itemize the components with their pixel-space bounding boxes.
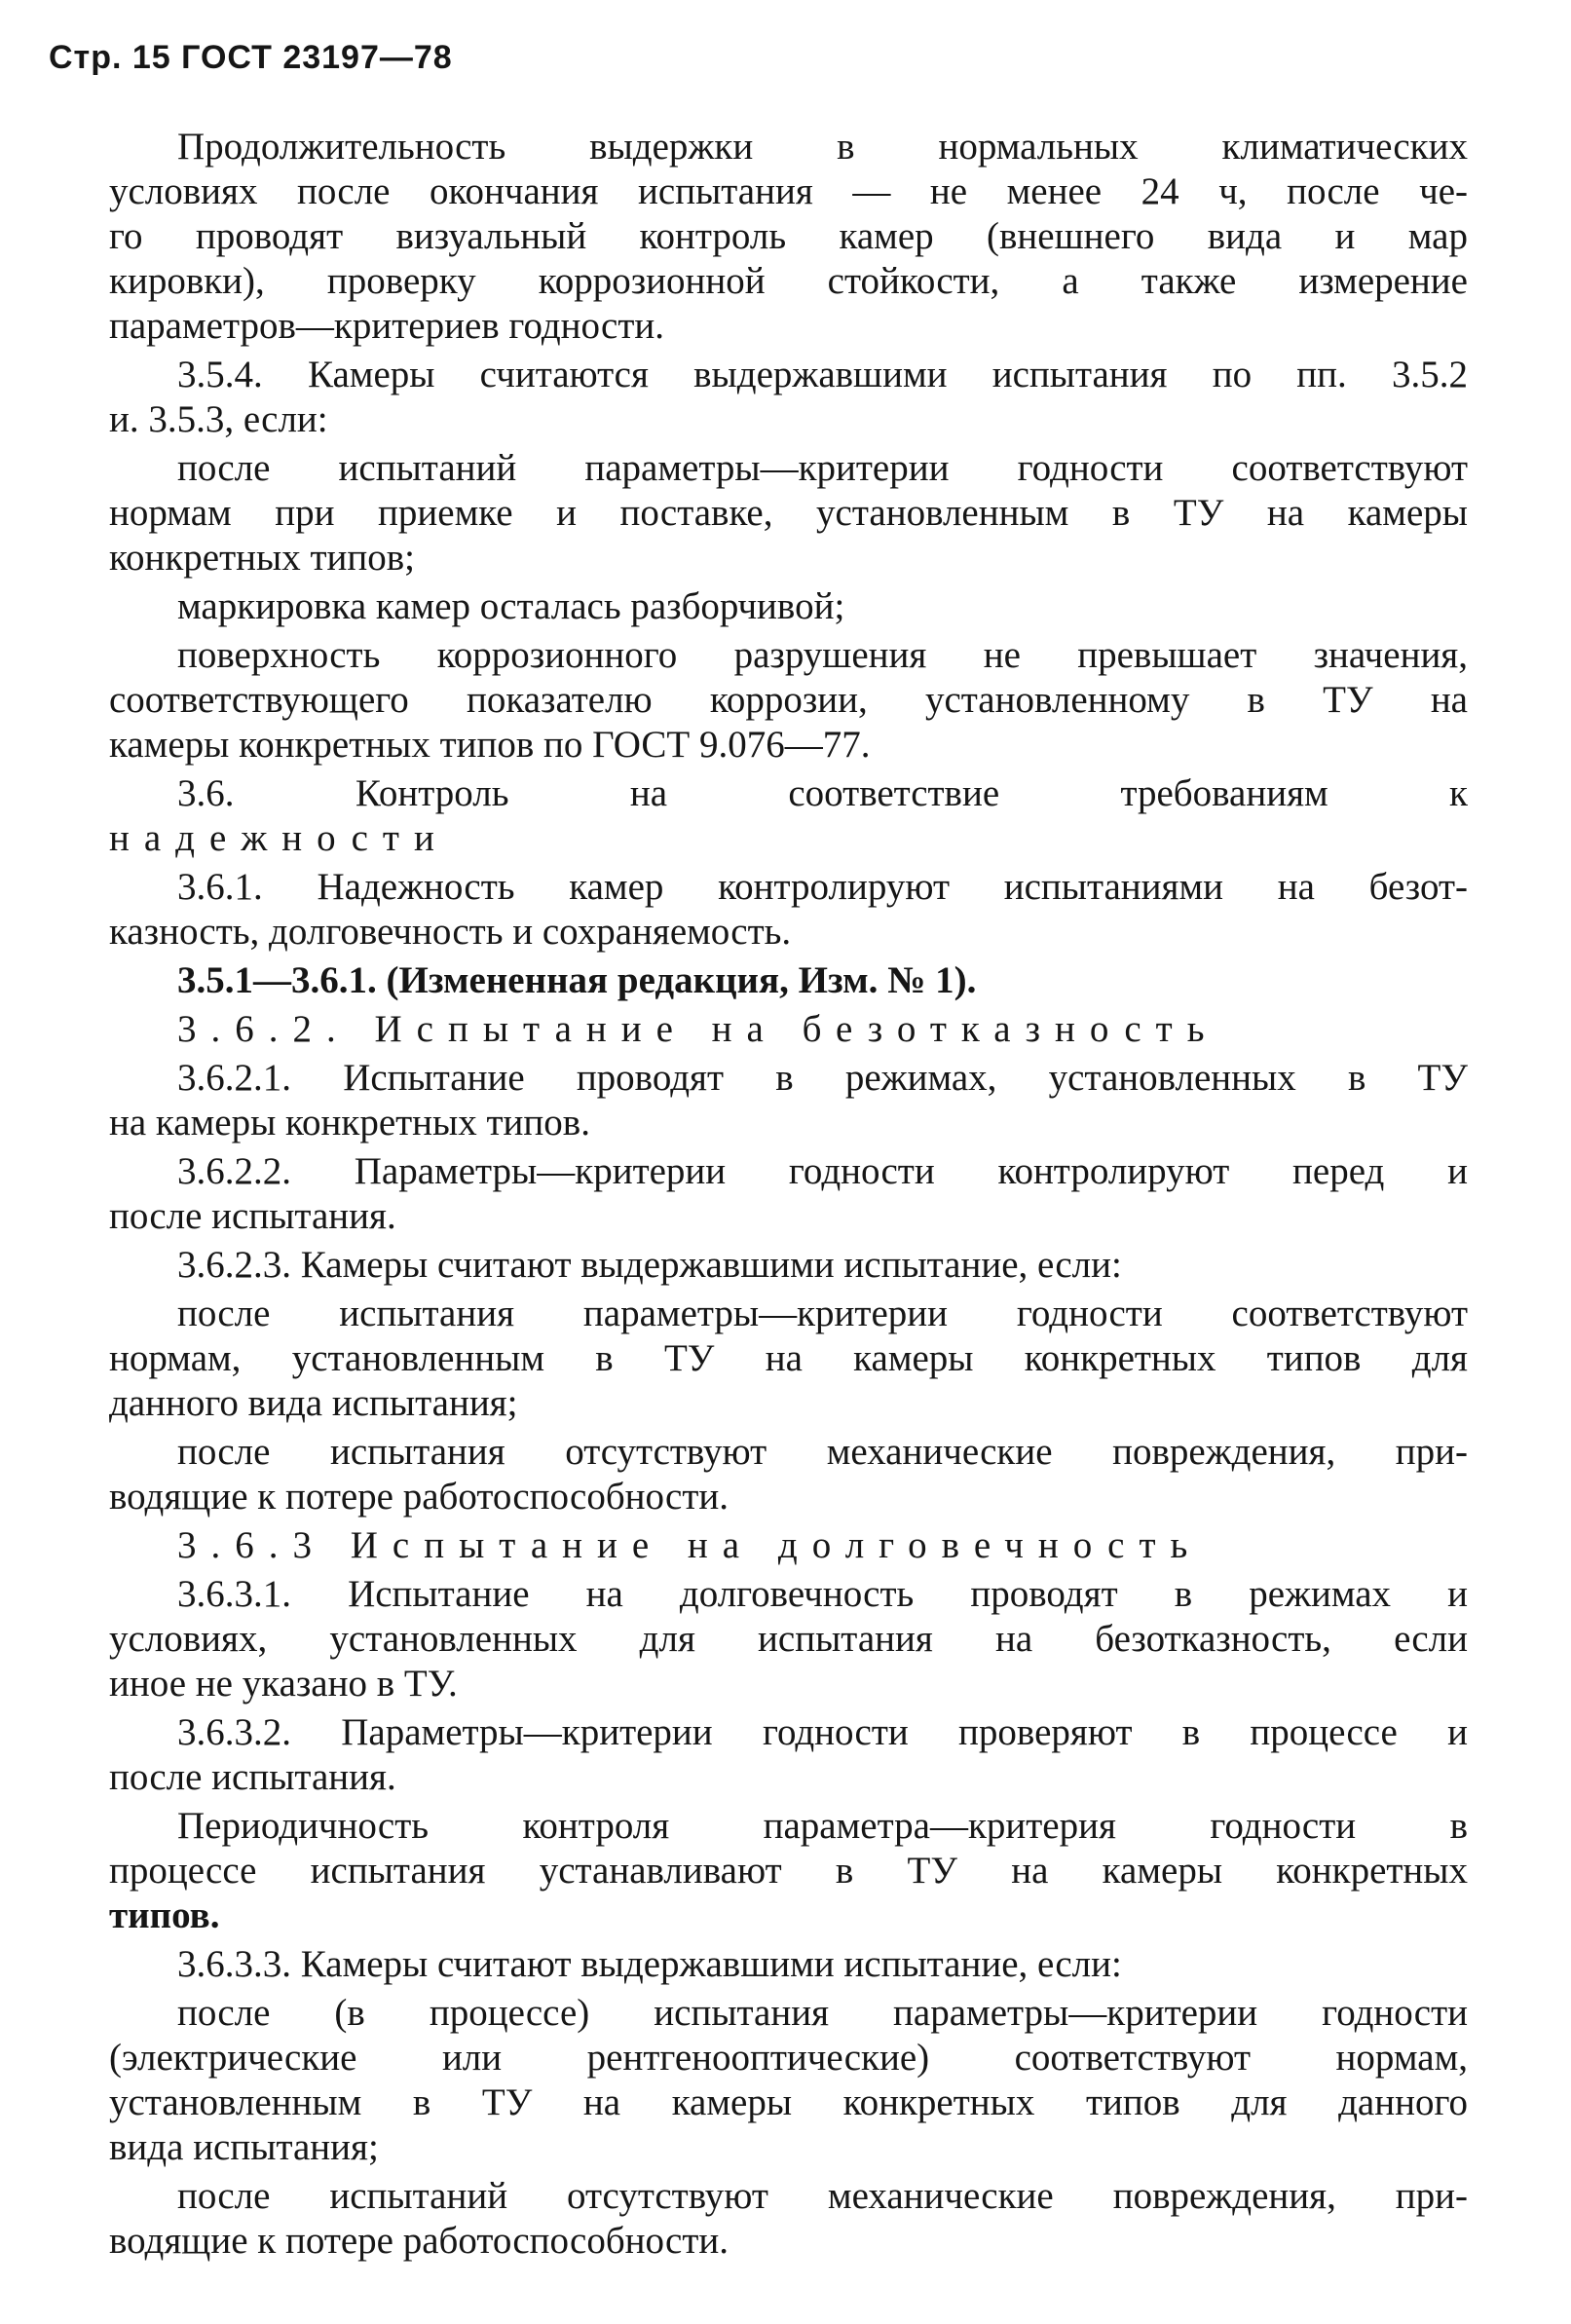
text-line: параметров—критериев годности.	[109, 305, 664, 347]
text-line: 3.6.2.2. Параметры—критерии годности контролируют перед и	[177, 1150, 1468, 1192]
text-line: условиях, установленных для испытания на безотказность, если	[109, 1618, 1468, 1660]
section-heading: надежности	[109, 817, 449, 859]
text-line: поверхность коррозионного разрушения не превышает значения,	[177, 634, 1468, 676]
text-line: процессе испытания устанавливают в ТУ на камеры конкретных	[109, 1850, 1468, 1892]
text-line: Периодичность контроля параметра—критерия годности в	[177, 1805, 1468, 1847]
text-line: после испытаний параметры—критерии годности соответствуют	[177, 447, 1468, 489]
section-heading-3-6	[109, 771, 1468, 861]
paragraph-duration	[109, 125, 1468, 349]
text-line: нормам, установленным в ТУ на камеры конкретных типов для	[109, 1337, 1468, 1379]
text-line: на камеры конкретных типов.	[109, 1102, 590, 1143]
text-line: после испытания.	[109, 1195, 396, 1237]
amendment-text: 3.5.1—3.6.1. (Измененная редакция, Изм. № 1).	[177, 959, 977, 1001]
text-line: 3.6.2.3. Камеры считают выдержавшими испытание, если:	[177, 1244, 1122, 1286]
paragraph-3-6-2-1	[109, 1056, 1468, 1145]
paragraph-marking-list-item	[109, 584, 1468, 629]
paragraph-3-6-3-1	[109, 1572, 1468, 1706]
text-line: после испытаний отсутствуют механические повреждения, при-	[177, 2175, 1468, 2217]
text-line: установленным в ТУ на камеры конкретных типов для данного	[109, 2081, 1468, 2123]
text-line: после испытания параметры—критерии годности соответствуют	[177, 1293, 1468, 1334]
text-line: после испытания.	[109, 1756, 396, 1798]
text-line: соответствующего показателю коррозии, установленному в ТУ на	[109, 679, 1468, 721]
text-line: 3.6.3.3. Камеры считают выдержавшими испытание, если:	[177, 1943, 1122, 1985]
text-line: го проводят визуальный контроль камер (внешнего вида и мар	[109, 215, 1468, 257]
text-line: условиях после окончания испытания — не менее 24 ч, после че-	[109, 170, 1468, 212]
paragraph-3-6-2-2	[109, 1149, 1468, 1239]
text-line: конкретных типов;	[109, 537, 415, 579]
section-heading: 3.6.3 Испытание на долговечность	[177, 1524, 1203, 1566]
text-line: нормам при приемке и поставке, установленным в ТУ на камеры	[109, 492, 1468, 534]
paragraph-damage-list-item	[109, 1430, 1468, 1519]
text-line: 3.6.3.2. Параметры—критерии годности проверяют в процессе и	[177, 1711, 1468, 1753]
text-line: 3.5.4. Камеры считаются выдержавшими испытания по пп. 3.5.2	[177, 354, 1468, 395]
text-line: камеры конкретных типов по ГОСТ 9.076—77.	[109, 724, 871, 766]
text-line: Продолжительность выдержки в нормальных климатических	[177, 126, 1468, 168]
page-header: Стр. 15 ГОСТ 23197—78	[49, 39, 453, 76]
text-line: водящие к потере работоспособности.	[109, 1476, 729, 1518]
text-line: (электрические или рентгенооптические) соответствуют нормам,	[109, 2037, 1468, 2079]
text-line: данного вида испытания;	[109, 1382, 518, 1424]
text-line: 3.6.1. Надежность камер контролируют испытаниями на безот-	[177, 866, 1468, 908]
paragraph-3-6-2-3	[109, 1243, 1468, 1288]
text-line: водящие к потере работоспособности.	[109, 2220, 729, 2262]
text-line: 3.6.2.1. Испытание проводят в режимах, установленных в ТУ	[177, 1057, 1468, 1099]
section-heading: 3.6.2. Испытание на безотказность	[177, 1008, 1219, 1050]
section-heading-3-6-3	[109, 1523, 1468, 1568]
text-line: после (в процессе) испытания параметры—критерии годности	[177, 1992, 1468, 2034]
document-body	[109, 125, 1468, 2264]
paragraph-corrosion-list-item	[109, 633, 1468, 768]
paragraph-criteria-list-item	[109, 446, 1468, 581]
paragraph-final-damage-list-item	[109, 2174, 1468, 2264]
section-heading: 3.6. Контроль на соответствие требованиям к	[177, 772, 1468, 814]
text-line: типов.	[109, 1894, 220, 1936]
amendment-note	[109, 958, 1468, 1003]
paragraph-norms-list-item	[109, 1292, 1468, 1426]
text-line: вида испытания;	[109, 2126, 379, 2168]
text-line: кировки), проверку коррозионной стойкости, а также измерение	[109, 260, 1468, 302]
text-line: и. 3.5.3, если:	[109, 398, 328, 440]
paragraph-3-6-3-3	[109, 1942, 1468, 1987]
text-line: казность, долговечность и сохраняемость.	[109, 911, 792, 953]
text-line: иное не указано в ТУ.	[109, 1663, 458, 1705]
text-line: 3.6.3.1. Испытание на долговечность проводят в режимах и	[177, 1573, 1468, 1615]
paragraph-periodicity	[109, 1804, 1468, 1938]
paragraph-process-list-item	[109, 1991, 1468, 2170]
paragraph-3-6-3-2	[109, 1710, 1468, 1800]
text-line: после испытания отсутствуют механические повреждения, при-	[177, 1431, 1468, 1473]
paragraph-3-6-1	[109, 865, 1468, 955]
text-line: маркировка камер осталась разборчивой;	[177, 585, 845, 627]
section-heading-3-6-2	[109, 1007, 1468, 1052]
paragraph-3-5-4	[109, 353, 1468, 442]
